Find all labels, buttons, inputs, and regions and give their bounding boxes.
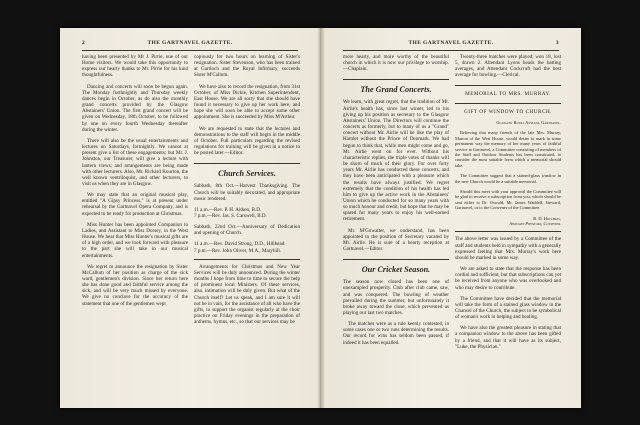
paragraph: Twenty-three matches were played; won 18, lost 5, drawn 2. Altendant Lyons heads the batting averages, and Attendant Cockcroft had the best average for bowling.—Clerical. [455,54,561,79]
service-line: 11 a.m.—Rev. David Strong, D.D., Hillhead. [194,241,286,248]
paragraph: We are requested to state that the lectures and demonstrations to the staff will begin in the middle of October. Full particulars regarding the revised regulations for training will be given in a notice to be posted later.—Editor. [194,125,300,157]
paragraph: Miss Hunter has been appointed Companion to Ladies, and Assistant to Miss Dorsey, in the West House. We hear that Miss Hunter's musical gifts are of a high order, and we look forward with pleasure to the part she will take in our musical entertainments. [82,221,188,259]
service-line: 11 a.m.—Rev. P. H. Aitken, B.D. [194,206,262,213]
window-gift-heading: GIFT OF WINDOW TO CHURCH. [455,103,561,115]
binding-gutter [317,28,325,408]
paragraph: The above letter was issued by a Committee of the staff and students held in sympathy with a generally expressed feeling that Mrs. Murray's work here should be marked in some way. [455,236,562,261]
page-number: 3 [555,40,559,46]
paragraph: We may state that an original musical play, entitled "A Gipsy Princess," is at present under rehearsal by the Gartnavel Opera Company, and is expected to be ready for production at Christmas. [82,192,188,217]
memorial-heading: MEMORIAL TO MRS. MURRAY. [455,85,561,97]
left-column-2 [194,54,300,330]
paragraph: We regret to announce the resignation by Sister McCallum of her position as charge of the sick ward, gentlemen's division. Since her return here she has done good and faithful service among the sick, and will be very much missed by everyone. We give no conclave for the accuracy of the statement that one of the gentlemen wept [82,263,188,307]
running-head [82,40,298,51]
running-head [343,40,559,51]
service-times [194,241,300,253]
paragraph: The Committee suggest that a stained-glass window in the new Church would be a suitable memorial. [455,173,561,184]
paragraph: Should this meet with your approval the Committee will be glad to receive a subscription from you, which should be sent either to Dr. Oswald, Mr. James Waddell, Steward, Gartnavel, or to the Convener of the Committee. [455,189,561,211]
service-line: 7 p.m.—Rev. John Oliver, M.A., Maryhill. [194,247,282,254]
paragraph: more hearty, and more worthy of the beautiful church in which it is now our privilege to worship.—Chaplain. [343,54,449,73]
paragraph: Sabbath, 8th Oct.—Harvest Thanksgiving. The Church will be suitably decorated, and appropriate music rendered. [194,183,300,202]
grand-concerts-heading: The Grand Concerts. [343,79,449,94]
paragraph: copiously for two hours on learning of Sister's resignation. Sister Stevenson, who has been trained at Gartloch and the Royal Infirmary, succeeds Sister M'Callum. [194,54,300,79]
left-column-1 [82,54,188,312]
paragraph: We are asked to state that the response has been cordial and sufficient, but that subscriptions can yet be received from anyone who was overlooked and who may desire to contribute. [455,266,561,291]
paragraph: The matches were as a rule keenly contested, in some cases one or two runs determining the results. Our record for wins has seldom been passed, if indeed it has been equalled. [343,321,449,346]
running-title: THE GARTNAVEL GAZETTE. [147,40,233,46]
paragraph: We learn, with great regret, that the tradition of Mr. Airlie's health has, since last winter, led to his giving up his position as secretary to the Glasgow Abstainers' Union. The Directors will continue the concerts as formerly, but to many of us a "Grand" concert without Mr. Airlie will be like the play of Hamlet without the Prince of Denmark. We had begun to think that, while men might come and go, Mr. Airlie went on for ever. Without his characteristic replies, the triple votes of thanks will be shorn of much of their glory. For over forty years Mr. Airlie has conducted these concerts, and they have been anticipated with a pleasure which the results have always justified. We regret extremely that the condition of his health has led him to give up the active work in the Abstainers' Union which he conducted for so many years with so much honour and credit, but hope that he may be spared for many years to enjoy his well-earned retirement. [343,99,449,223]
left-page [60,28,320,408]
paragraph: There will also be the usual entertainments and lectures on Saturdays, fortnightly. We cannot at present give a list of these engagements; but Mr. J. Johnston, our Treasurer, will give a lecture with lantern views; and arrangements are being made with other lecturers. Also, Mr. Richard Kourton, the well known ventriloquist, and other lecturers, to visit us when they are in Glasgow. [82,137,188,187]
paragraph: having been presented by Mr J. Pirrie, one of our Home visitors. We would take this opportunity to express our hearty thanks to Mr. Pirrie for his kind thoughtfulness. [82,54,188,79]
paragraph: The season now closed has been one of unexampled prosperity. Club after club came, saw, and was conquered. The bowling of weather prevailed during the summer, but unfortunately it broke away toward the close, which prevented us playing our last two matches. [343,279,449,316]
letter-signature-role: Assistant Physician, Convener. [509,221,561,227]
paragraph: Mr. M'Gowatter, we understand, has been appointed to the position of Secretary vacated by Mr. Airlie. He is sure of a hearty reception at Gartnavel.—Editor. [343,227,449,253]
cricket-season-heading: Our Cricket Season. [343,259,449,274]
running-title: THE GARTNAVEL GAZETTE. [408,40,494,46]
paragraph: The Committee have decided that the memorial will take the form of a stained glass window in the Chancel of the Church, the subject to be symbolical of woman's work in helping and healing. [455,295,561,321]
right-column-1 [343,54,449,351]
paragraph: Arrangements for Christmas and New Year Services will be duly announced. During the winter months I hope from time to time to secure the help of prominent local Ministers. Of these services, also, intimation will be duly given. But what of the Church itself? Let us speak, and I am sure it will not be in vain, for the assistance of all who have the gifts, to support the organist regularly at the choir practice on Friday evenings in the preparation of anthems, hymns, etc., so that our services may be [194,263,300,326]
divider [194,259,300,260]
page-number: 2 [82,40,86,46]
paragraph: We have also the greatest pleasure in stating that a companion window to the above has been gifted by a friend, and that it will have as its subject, "Luke, the Physician." [455,325,561,350]
letter-address: Glasgow Royal Asylum, Gartnavel. [496,119,561,125]
service-line: 7 p.m.—Rev. Jas. S. Carswell, B.D. [194,212,267,219]
magazine-spread [60,28,581,408]
divider [455,231,561,232]
paragraph: We have also to record the resignation, from 31st October, of Miss Dickie, Kitchen Superintendent, East House. We are all sorry that she should have found it necessary to give up her work here, and hope she will soon be able to accept some other appointment. She is succeeded by Miss M'Arthur. [194,83,300,121]
service-times [194,207,300,219]
church-services-heading: Church Services. [194,163,300,178]
paragraph: Dancing and concerts will soon be begun again. The Monday forthnightly and Thursday weekly dances begin in October, as do also the monthly grand concerts provided by the Glasgow Abstainers' Union. The first grand concert will be given on Wednesday, 18th October, to be followed by one on every fourth Wednesday thereafter during the winter. [82,83,188,133]
paragraph: Sabbath, 22nd Oct.—Anniversary of Dedication and opening of Church. [194,224,300,237]
memorial-letter [455,120,561,227]
paragraph: Believing that many friends of the late Mrs. Murray, Matron of the West House, would desire to mark in some permanent way the memory of her many years of faithful service at Gartnavel, a Committee consisting of members of the Staff and Outdoor Students has been constituted, to consider the most suitable form which a memorial should take. [455,130,561,168]
right-column-2 [455,54,561,355]
right-page [321,28,581,408]
letter-signature: R. D. Hotchkis, [533,215,561,221]
